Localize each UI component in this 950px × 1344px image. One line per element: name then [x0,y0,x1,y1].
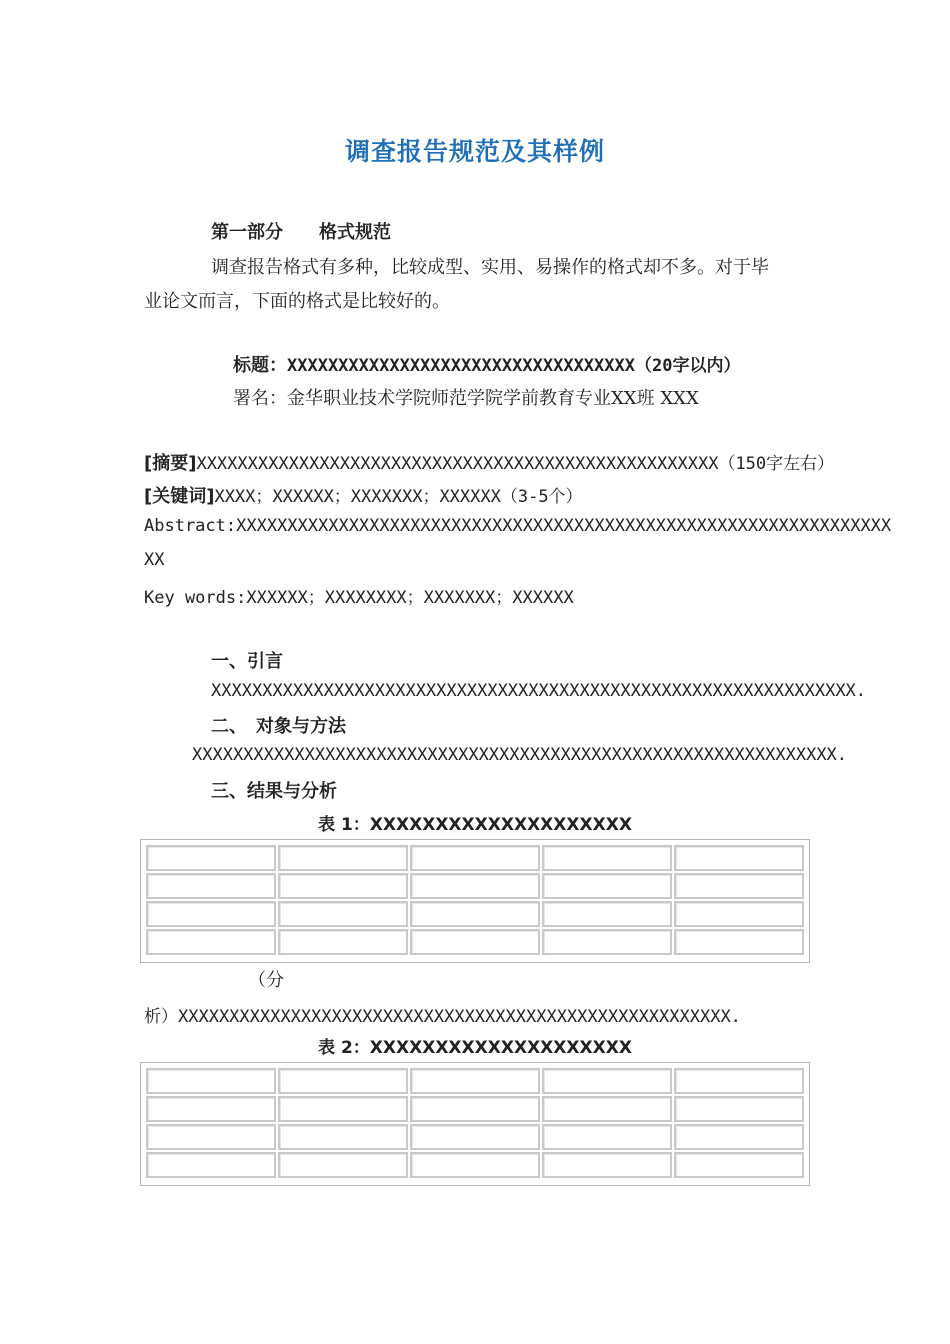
intro-paragraph-line2: 业论文而言，下面的格式是比较好的。 [144,291,450,312]
table-row [146,1152,804,1178]
table-cell [278,929,408,955]
table-cell [542,929,672,955]
table-cell [542,901,672,927]
table-cell [410,1096,540,1122]
table-cell [542,1124,672,1150]
table-cell [146,1124,276,1150]
title-line [233,351,740,377]
table-cell [278,1152,408,1178]
author-line: 署名：金华职业技术学院师范学院学前教育专业XX班 XXX [233,388,699,409]
table1-grid [144,843,806,957]
table-row [146,1124,804,1150]
table-cell [146,1096,276,1122]
table-cell [542,1068,672,1094]
abstract-label: [摘要] [144,453,197,474]
table-row [146,929,804,955]
abstract-en-line2: XX [144,550,165,570]
table-cell [542,1096,672,1122]
section1-heading: 一、引言 [211,651,283,672]
table1-caption: 表 1：XXXXXXXXXXXXXXXXXXXX [318,815,632,835]
table-cell [674,929,804,955]
table-cell [674,1124,804,1150]
table2-grid [144,1066,806,1180]
table-cell [674,1152,804,1178]
page-title: 调查报告规范及其样例 [344,137,605,166]
abstract-value: XXXXXXXXXXXXXXXXXXXXXXXXXXXXXXXXXXXXXXXXXXXXXXXXXXX（150字左右） [196,454,835,474]
section2-heading: 二、 对象与方法 [211,716,346,737]
table-cell [278,873,408,899]
keywords-line [144,482,583,508]
analysis-line2: 析）XXXXXXXXXXXXXXXXXXXXXXXXXXXXXXXXXXXXXXXXXXXXXXXXXXXXXX. [144,1007,741,1027]
analysis-line1: （分 [248,970,284,991]
table-row [146,901,804,927]
table-row [146,845,804,871]
keywords-en-line: Key words:XXXXXX；XXXXXXXX；XXXXXXX；XXXXXX [144,588,574,608]
part1-heading: 第一部分 格式规范 [211,222,391,243]
table-cell [410,1124,540,1150]
table-cell [278,901,408,927]
table-cell [410,873,540,899]
table-cell [146,929,276,955]
table-cell [410,929,540,955]
abstract-en-line1: Abstract:XXXXXXXXXXXXXXXXXXXXXXXXXXXXXXXXXXXXXXXXXXXXXXXXXXXXXXXXXXXXXXXX [144,516,892,536]
table-cell [674,1068,804,1094]
table-cell [146,845,276,871]
table-cell [410,1068,540,1094]
table-row [146,1068,804,1094]
abstract-line [144,449,834,475]
table-cell [542,873,672,899]
table-cell [278,1096,408,1122]
table2-caption: 表 2：XXXXXXXXXXXXXXXXXXXX [318,1038,632,1058]
title-label: 标题： [233,355,287,376]
table-cell [410,1152,540,1178]
table-cell [410,901,540,927]
table-row [146,873,804,899]
table-cell [674,1096,804,1122]
table-cell [674,845,804,871]
section1-body: XXXXXXXXXXXXXXXXXXXXXXXXXXXXXXXXXXXXXXXXXXXXXXXXXXXXXXXXXXXXXXX. [211,681,867,701]
table-cell [278,1124,408,1150]
table1 [140,839,810,963]
keywords-label: [关键词] [144,486,215,507]
title-value: XXXXXXXXXXXXXXXXXXXXXXXXXXXXXXXXXX（20字以内） [287,356,741,376]
table-cell [146,1068,276,1094]
keywords-value: XXXX；XXXXXX；XXXXXXX；XXXXXX（3-5个） [214,487,583,507]
table-cell [542,1152,672,1178]
table-cell [278,845,408,871]
table-cell [146,901,276,927]
section3-heading: 三、结果与分析 [211,781,337,802]
table-cell [278,1068,408,1094]
table-cell [410,845,540,871]
intro-paragraph-line1: 调查报告格式有多种，比较成型、实用、易操作的格式却不多。对于毕 [211,257,769,278]
section2-body: XXXXXXXXXXXXXXXXXXXXXXXXXXXXXXXXXXXXXXXXXXXXXXXXXXXXXXXXXXXXXXX. [192,745,848,765]
table2 [140,1062,810,1186]
table-cell [674,901,804,927]
table-cell [542,845,672,871]
table-cell [674,873,804,899]
table-row [146,1096,804,1122]
table-cell [146,873,276,899]
table-cell [146,1152,276,1178]
